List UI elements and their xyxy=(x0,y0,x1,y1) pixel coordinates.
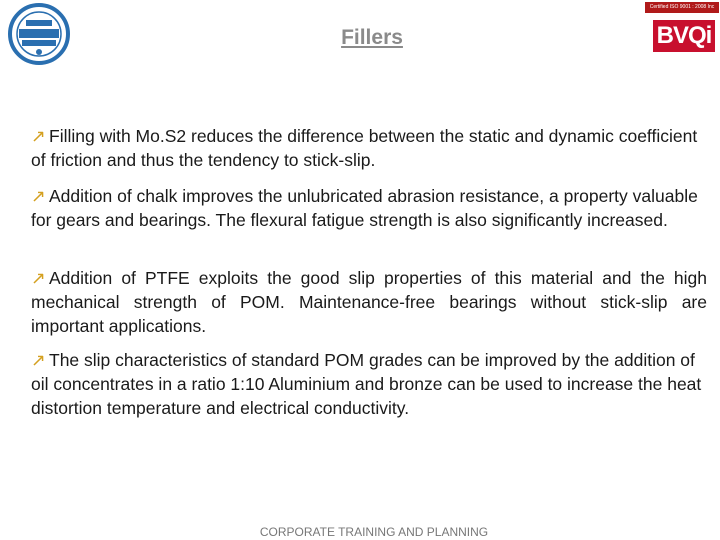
bullet-text: Filling with Mo.S2 reduces the difference between the static and dynamic coefficient of friction and thus the tendency to stick-slip. xyxy=(31,126,698,170)
bullet-item xyxy=(31,348,707,420)
bullet-list xyxy=(31,124,707,420)
bullet-text: The slip characteristics of standard POM grades can be improved by the addition of oil concentrates in a ratio 1:10 Aluminium and bronze can be used to increase the heat distortion temperature and electrical conductivity. xyxy=(31,350,702,418)
certification-text: Certified ISO 9001 : 2008 Inc xyxy=(645,2,719,13)
arrow-up-right-icon: ↗ xyxy=(31,186,46,206)
footer-text: CORPORATE TRAINING AND PLANNING xyxy=(259,525,489,539)
page-title: Fillers xyxy=(341,26,403,49)
bullet-item xyxy=(31,124,707,172)
bullet-item xyxy=(31,266,707,338)
bullet-text: Addition of PTFE exploits the good slip properties of this material and the high mechanical strength of POM. Maintenance-free bearings without stick-slip are important applications. xyxy=(31,268,707,336)
arrow-up-right-icon: ↗ xyxy=(31,268,46,288)
arrow-up-right-icon: ↗ xyxy=(31,126,46,146)
bvqi-logo-text: BVQi xyxy=(656,22,712,49)
arrow-up-right-icon: ↗ xyxy=(31,350,46,370)
bullet-item xyxy=(31,184,707,232)
bullet-text: Addition of chalk improves the unlubricated abrasion resistance, a property valuable for gears and bearings. The flexural fatigue strength is also significantly increased. xyxy=(31,186,698,230)
